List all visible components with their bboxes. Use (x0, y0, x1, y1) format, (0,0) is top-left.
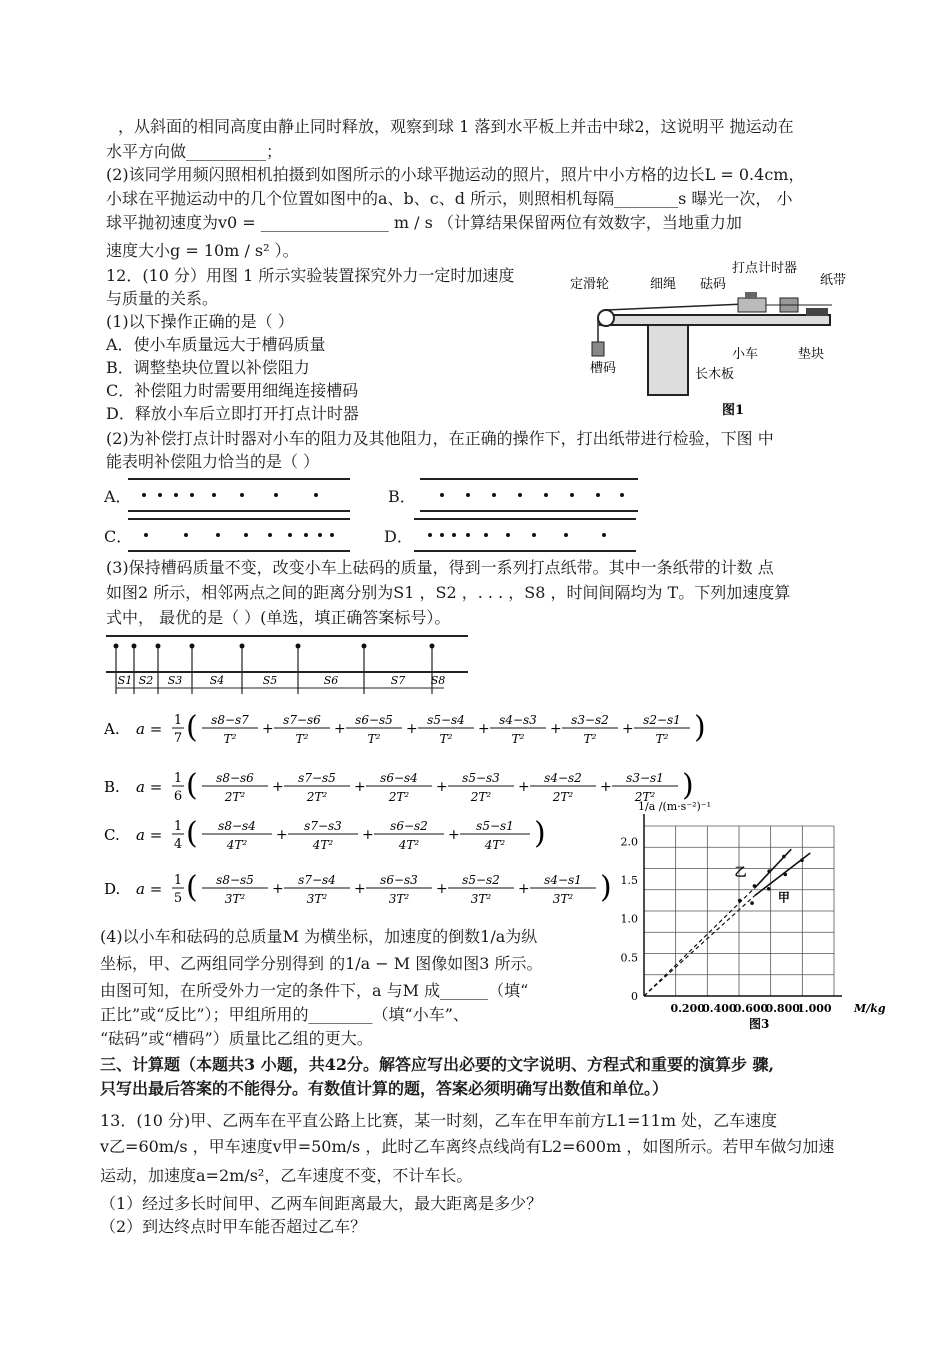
term-denominator: 4T² (226, 838, 248, 852)
text-line: (1)以下操作正确的是（ ） (106, 312, 294, 331)
term-numerator: s7−s5 (298, 771, 336, 785)
paren-open: ( (186, 768, 198, 803)
paren-close: ) (534, 816, 546, 851)
plus-sign: + (448, 827, 460, 843)
term-denominator: 3T² (552, 892, 574, 906)
y-tick-label: 0 (631, 990, 638, 1003)
term-numerator: s3−s2 (571, 713, 609, 727)
figure-1-apparatus (570, 260, 860, 420)
figure-2-tape (102, 632, 474, 700)
plus-sign: + (272, 881, 284, 897)
y-tick-label: 1.0 (620, 912, 638, 926)
text-line: 与质量的关系。 (106, 289, 219, 308)
data-point (750, 901, 754, 905)
text-line: (3)保持槽码质量不变，改变小车上砝码的质量，得到一系列打点纸带。其中一条纸带的计数 点 (106, 558, 774, 577)
term-numerator: s6−s3 (380, 873, 418, 887)
x-tick-label: 1.000 (797, 1002, 832, 1015)
option-c: C．补偿阻力时需要用细绳连接槽码 (106, 381, 359, 400)
term-denominator: 3T² (388, 892, 410, 906)
plus-sign: + (518, 881, 530, 897)
y-tick-label: 0.5 (620, 951, 638, 965)
coef-num: 1 (173, 873, 183, 888)
data-point (753, 884, 757, 888)
counting-point (156, 644, 161, 649)
fig1-label-hanging-mass: 槽码 (590, 361, 617, 376)
text-line: 如图2 所示，相邻两点之间的距离分别为S1 ，S2 ，. . . ，S8 ，时间间隔均为 T。下列加速度算 (106, 583, 791, 602)
text-line: （2）到达终点时甲车能否超过乙车？ (100, 1217, 367, 1236)
question-13-stem: 13．(10 分)甲、乙两车在平直公路上比赛，某一时刻，乙车在甲车前方L1=11m 处，乙车速度 (100, 1111, 778, 1130)
chart-caption: 图3 (749, 1017, 770, 1031)
plus-sign: + (354, 779, 366, 795)
formula-letter: B. (104, 778, 120, 796)
tape-d-label: D． (384, 527, 413, 546)
text-line: “砝码”或“槽码”）质量比乙组的更大。 (100, 1029, 373, 1048)
y-axis-label: 1/a /(m·s⁻²)⁻¹ (638, 800, 712, 813)
paren-open: ( (186, 816, 198, 851)
text-line: v乙=60m/s ，甲车速度v甲=50m/s ，此时乙车离终点线尚有L2=600m ，如图所示。若甲车做匀加速 (100, 1137, 835, 1156)
term-denominator: T² (295, 732, 309, 746)
counting-point (240, 644, 245, 649)
term-numerator: s6−s4 (380, 771, 418, 785)
term-numerator: s8−s6 (216, 771, 254, 785)
plus-sign: + (334, 721, 346, 737)
term-numerator: s8−s4 (218, 819, 256, 833)
coef-num: 1 (173, 771, 183, 786)
data-point (784, 873, 788, 877)
term-numerator: s7−s6 (283, 713, 321, 727)
plus-sign: + (518, 779, 530, 795)
fig1-label-pulley: 定滑轮 (570, 277, 610, 292)
tape-c (128, 518, 350, 552)
data-point (800, 858, 804, 862)
data-point (767, 869, 771, 873)
coef-den: 5 (173, 891, 183, 906)
text-line: 正比”或“反比”）；甲组所用的________（填“小车”、 (100, 1005, 469, 1024)
counting-point (114, 644, 119, 649)
fig1-label-weight: 砝码 (700, 277, 727, 292)
x-tick-label: 0.400 (702, 1002, 737, 1015)
term-numerator: s4−s1 (544, 873, 582, 887)
counting-point (296, 644, 301, 649)
term-numerator: s8−s5 (216, 873, 254, 887)
fig1-label-block: 垫块 (798, 347, 825, 362)
y-tick-label: 2.0 (620, 835, 638, 849)
formula-a-eq: a = (136, 880, 163, 898)
term-denominator: 4T² (398, 838, 420, 852)
term-denominator: 2T² (388, 790, 410, 804)
term-numerator: s4−s3 (499, 713, 537, 727)
term-numerator: s6−s2 (390, 819, 428, 833)
formula-a-eq: a = (136, 778, 163, 796)
fig1-label-cart: 小车 (732, 347, 759, 362)
fig1-label-board: 长木板 (695, 367, 735, 382)
plus-sign: + (362, 827, 374, 843)
x-tick-label: 0.200 (670, 1002, 705, 1015)
counting-point (190, 644, 195, 649)
series-label: 乙 (734, 865, 747, 880)
term-denominator: 3T² (306, 892, 328, 906)
plus-sign: + (550, 721, 562, 737)
term-numerator: s7−s3 (304, 819, 342, 833)
text-line: 式中， 最优的是（ ）(单选，填正确答案标号）。 (106, 608, 451, 627)
segment-label: S7 (390, 674, 406, 687)
segment-label: S8 (430, 674, 446, 687)
text-line: 由图可知，在所受外力一定的条件下，a 与M 成______（填“ (100, 981, 529, 1000)
tape-c-label: C． (104, 527, 133, 546)
section-3-heading: 三、计算题（本题共3 小题，共42分。解答应写出必要的文字说明、方程式和重要的演算步 骤, (100, 1055, 775, 1074)
term-denominator: T² (583, 732, 597, 746)
section-3-heading-2: 只写出最后答案的不能得分。有数值计算的题，答案必须明确写出数值和单位。） (100, 1079, 669, 1098)
term-denominator: T² (367, 732, 381, 746)
fig1-label-tape: 纸带 (820, 273, 847, 288)
coef-den: 6 (173, 789, 183, 804)
data-point (738, 899, 742, 903)
paren-open: ( (186, 710, 198, 745)
term-numerator: s5−s3 (462, 771, 500, 785)
term-numerator: s3−s1 (626, 771, 664, 785)
paren-close: ) (694, 710, 706, 745)
term-denominator: T² (511, 732, 525, 746)
counting-point (132, 644, 137, 649)
segment-label: S6 (323, 674, 339, 687)
plus-sign: + (276, 827, 288, 843)
segment-label: S3 (167, 674, 183, 687)
text-line: 水平方向做__________； (106, 142, 283, 161)
formula-letter: A. (104, 720, 120, 738)
tape-b (420, 478, 638, 512)
term-denominator: 3T² (470, 892, 492, 906)
text-line: (2)为补偿打点计时器对小车的阻力及其他阻力，在正确的操作下，打出纸带进行检验，下图 中 (106, 429, 774, 448)
plus-sign: + (436, 779, 448, 795)
paren-close: ) (600, 870, 612, 905)
option-d: D．释放小车后立即打开打点计时器 (106, 404, 359, 423)
text-line: 运动，加速度a=2m/s²，乙车速度不变，不计车长。 (100, 1166, 473, 1185)
option-a: A．使小车质量远大于槽码质量 (106, 335, 326, 354)
text-line: 坐标，甲、乙两组同学分别得到 的1/a − M 图像如图3 所示。 (100, 954, 543, 973)
text-line: ，从斜面的相同高度由静止同时释放，观察到球 1 落到水平板上并击中球2，这说明平 抛运动在 (118, 117, 794, 136)
y-tick-label: 1.5 (620, 874, 638, 888)
segment-label: S4 (209, 674, 225, 687)
figure-3-chart (608, 800, 898, 1040)
plus-sign: + (272, 779, 284, 795)
term-numerator: s5−s2 (462, 873, 500, 887)
segment-label: S2 (138, 674, 154, 687)
term-numerator: s2−s1 (643, 713, 681, 727)
formula-letter: C. (104, 826, 120, 844)
plus-sign: + (436, 881, 448, 897)
text-line: (2)该同学用频闪照相机拍摄到如图所示的小球平抛运动的照片，照片中小方格的边长L = 0.4cm， (106, 165, 805, 184)
coef-den: 7 (173, 731, 183, 746)
plus-sign: + (622, 721, 634, 737)
tape-a (128, 478, 350, 512)
question-12-stem: 12．(10 分）用图 1 所示实验装置探究外力一定时加速度 (106, 266, 515, 285)
term-denominator: T² (439, 732, 453, 746)
term-numerator: s6−s5 (355, 713, 393, 727)
option-b: B．调整垫块位置以补偿阻力 (106, 358, 310, 377)
term-denominator: 3T² (224, 892, 246, 906)
x-axis-label: M/kg (854, 1002, 886, 1015)
coef-num: 1 (173, 713, 183, 728)
text-line: （1）经过多长时间甲、乙两车间距离最大，最大距离是多少？ (100, 1194, 543, 1213)
formula-letter: D. (104, 880, 121, 898)
plus-sign: + (406, 721, 418, 737)
plus-sign: + (354, 881, 366, 897)
term-denominator: 4T² (484, 838, 506, 852)
plus-sign: + (262, 721, 274, 737)
coef-den: 4 (173, 837, 183, 852)
term-denominator: T² (655, 732, 669, 746)
plus-sign: + (600, 779, 612, 795)
fig1-label-string: 细绳 (650, 277, 677, 292)
paren-open: ( (186, 870, 198, 905)
data-point (767, 887, 771, 891)
term-denominator: 2T² (634, 790, 656, 804)
term-numerator: s8−s7 (211, 713, 249, 727)
fig1-label-timer: 打点计时器 (732, 261, 798, 276)
fig1-caption: 图1 (722, 403, 745, 418)
term-denominator: 2T² (306, 790, 328, 804)
term-denominator: 2T² (552, 790, 574, 804)
text-line: 速度大小g = 10m / s² ）。 (106, 241, 299, 260)
term-denominator: 2T² (470, 790, 492, 804)
plus-sign: + (478, 721, 490, 737)
paren-close: ) (682, 768, 694, 803)
term-numerator: s4−s2 (544, 771, 582, 785)
segment-label: S1 (117, 674, 133, 687)
text-line: (4)以小车和砝码的总质量M 为横坐标，加速度的倒数1/a为纵 (100, 927, 538, 946)
data-point (782, 855, 786, 859)
term-numerator: s5−s1 (476, 819, 514, 833)
text-line: 球平抛初速度为v0 = ________________ m / s （计算结果保留两位有效数字，当地重力加 (106, 213, 742, 232)
tape-b-label: B． (388, 487, 416, 506)
series-label: 甲 (777, 890, 790, 905)
coef-num: 1 (173, 819, 183, 834)
formula-a-eq: a = (136, 720, 163, 738)
term-denominator: 2T² (224, 790, 246, 804)
term-denominator: 4T² (312, 838, 334, 852)
term-numerator: s7−s4 (298, 873, 336, 887)
counting-point (362, 644, 367, 649)
series-line-dashed (644, 888, 755, 996)
segment-label: S5 (262, 674, 278, 687)
text-line: 能表明补偿阻力恰当的是（ ） (106, 452, 320, 471)
tape-d (414, 518, 636, 552)
x-tick-label: 0.800 (765, 1002, 800, 1015)
tape-a-label: A． (104, 487, 132, 506)
text-line: 小球在平抛运动中的几个位置如图中的a、b、c、d 所示，则照相机每隔________s 曝光一次， 小 (106, 189, 793, 208)
x-tick-label: 0.600 (733, 1002, 769, 1015)
formula-a-eq: a = (136, 826, 163, 844)
term-denominator: T² (223, 732, 237, 746)
counting-point (430, 644, 435, 649)
term-numerator: s5−s4 (427, 713, 465, 727)
